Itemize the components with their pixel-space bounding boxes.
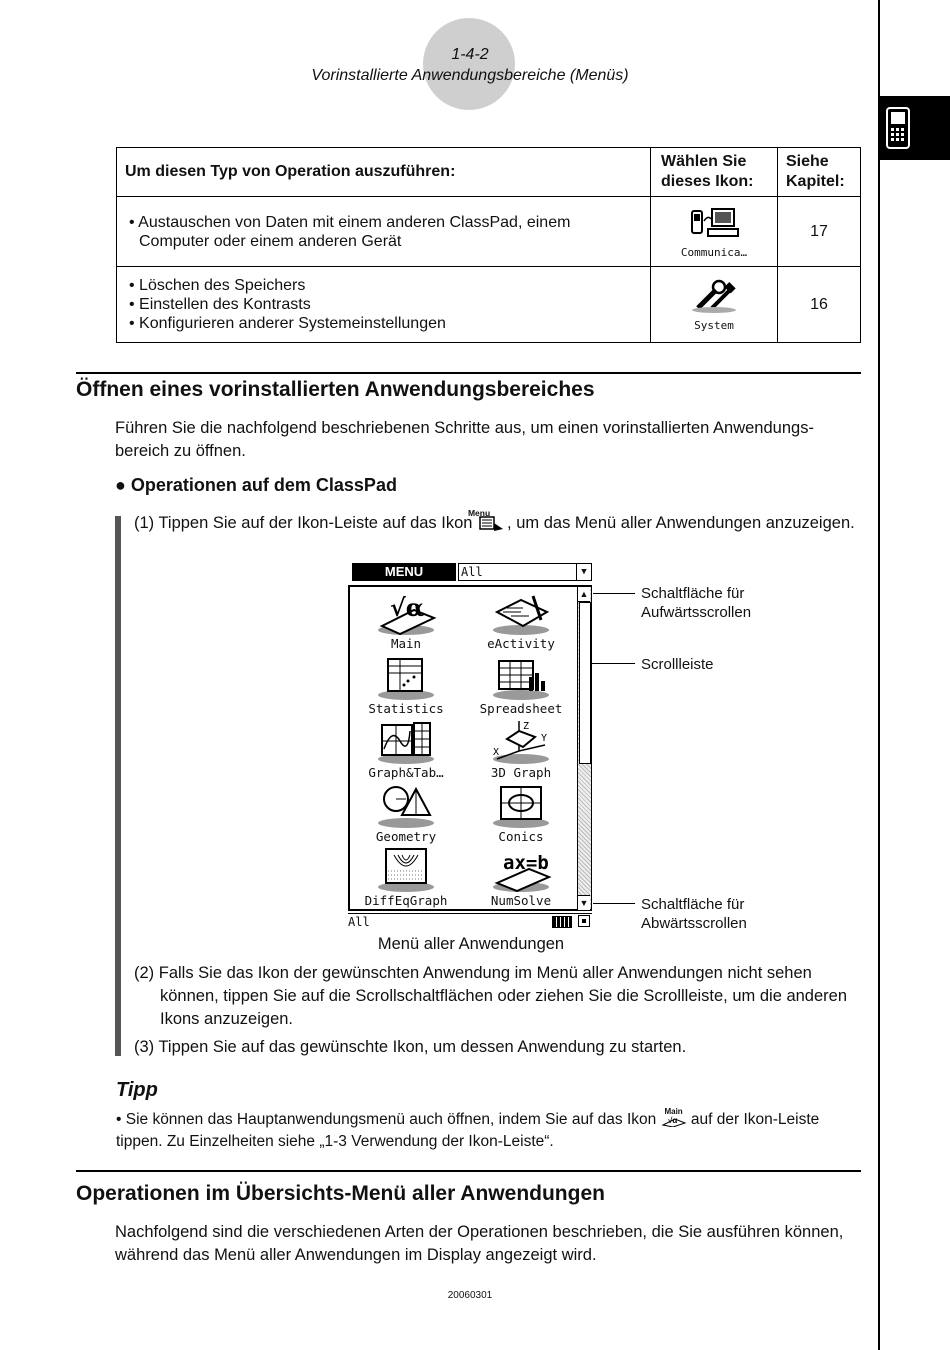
communication-icon: [684, 205, 744, 241]
list-item: • Austauschen von Daten mit einem anderen ClassPad, einem Computer oder einem anderen Gerät: [129, 213, 571, 250]
figure-caption: Menü aller Anwendungen: [377, 935, 565, 953]
dropdown-value: All: [461, 565, 483, 579]
svg-text:X: X: [493, 747, 500, 758]
step-3: [134, 1036, 861, 1059]
screen-toggle-icon[interactable]: [578, 915, 590, 927]
app-diffeqgraph[interactable]: [348, 847, 464, 908]
section-rule: [76, 372, 861, 374]
app-numsolve[interactable]: [463, 847, 579, 908]
step-1-text-a: (1) Tippen Sie auf der Ikon-Leiste auf das Ikon: [134, 514, 478, 532]
table-header-row: [117, 148, 861, 197]
section-heading: Öffnen eines vorinstallierten Anwendungsbereiches: [76, 378, 595, 401]
app-3d-graph[interactable]: [463, 719, 579, 780]
app-label: Graph&Tab…: [368, 765, 444, 780]
callout-line: [590, 663, 635, 664]
step-2: [134, 962, 861, 1031]
chevron-down-icon: ▼: [579, 898, 589, 908]
callout-scroll-down: Schaltfläche für Abwärtsscrollen: [641, 896, 747, 932]
app-label: Statistics: [368, 701, 444, 716]
main-icon: [661, 1109, 687, 1127]
tip-text-a: • Sie können das Hauptanwendungsmenü auch öffnen, indem Sie auf das Ikon: [116, 1111, 661, 1128]
menu-title-bar: MENU: [352, 563, 456, 581]
menu-icon: [467, 508, 507, 531]
table-row: [117, 197, 861, 267]
list-item: • Konfigurieren anderer Systemeinstellungen: [129, 315, 446, 332]
system-icon: [684, 278, 744, 314]
menu-icon-label: Menu: [467, 508, 491, 518]
category-dropdown[interactable]: [458, 563, 592, 581]
chapter-cell: 17: [778, 197, 861, 267]
column-header-chapter-label: Siehe Kapitel:: [786, 153, 845, 190]
app-label: Conics: [498, 829, 544, 844]
graph-table-app-icon: [374, 719, 438, 765]
svg-text:Z: Z: [523, 721, 530, 732]
operation-cell: [117, 267, 651, 343]
app-graph-table[interactable]: [348, 719, 464, 780]
app-eactivity[interactable]: [463, 590, 579, 651]
chevron-up-icon: ▲: [579, 589, 589, 599]
communication-icon-label: Communica…: [680, 245, 748, 259]
header-circle: [423, 18, 515, 110]
scroll-up-button[interactable]: [578, 587, 590, 602]
icon-cell: [651, 267, 778, 343]
step-bar: [115, 516, 121, 1056]
svg-text:Y: Y: [541, 733, 548, 744]
app-geometry[interactable]: [348, 783, 464, 844]
app-label: NumSolve: [490, 893, 552, 908]
callout-scroll-up: Schaltfläche für Aufwärtsscrollen: [641, 585, 752, 621]
step-3-text: (3) Tippen Sie auf das gewünschte Ikon, um dessen Anwendung zu starten.: [134, 1038, 687, 1056]
tip-heading: Tipp: [116, 1079, 158, 1101]
app-conics[interactable]: [463, 783, 579, 844]
app-main[interactable]: [348, 590, 464, 651]
battery-icon: [552, 916, 572, 928]
step-1-text-b: , um das Menü aller Anwendungen anzuzeigen.: [507, 514, 855, 532]
app-spreadsheet[interactable]: [463, 655, 579, 716]
list-item: • Löschen des Speichers: [129, 277, 306, 294]
diffeqgraph-app-icon: [374, 847, 438, 893]
list-item: • Einstellen des Kontrasts: [129, 296, 311, 313]
numsolve-app-icon: [489, 847, 553, 893]
app-label: DiffEqGraph: [364, 893, 448, 908]
operation-cell: [117, 197, 651, 267]
column-header-icon: [651, 148, 778, 197]
app-statistics[interactable]: [348, 655, 464, 716]
3d-graph-app-icon: [489, 719, 553, 765]
tip-text-b: auf der Ikon-Leiste tippen. Zu Einzelheiten siehe „1-3 Verwendung der Ikon-Leiste“.: [116, 1111, 820, 1150]
geometry-app-icon: [374, 783, 438, 829]
chapter-cell: 16: [778, 267, 861, 343]
svg-text:√α: √α: [390, 593, 425, 622]
column-header-icon-label: Wählen Sie dieses Ikon:: [661, 153, 754, 190]
subheading: ● Operationen auf dem ClassPad: [115, 475, 397, 495]
tip-text: [116, 1109, 862, 1153]
column-header-operation: Um diesen Typ von Operation auszuführen:: [117, 148, 651, 197]
system-icon-label: System: [694, 318, 734, 332]
chevron-down-icon[interactable]: ▼: [576, 564, 591, 580]
footer-code: 20060301: [447, 1290, 493, 1301]
statistics-app-icon: [374, 655, 438, 701]
scrollbar-thumb[interactable]: [579, 602, 591, 764]
callout-scrollbar: Scrollleiste: [641, 656, 714, 673]
main-app-icon: [374, 590, 438, 636]
icon-cell: [651, 197, 778, 267]
section-heading: Operationen im Übersichts-Menü aller Anwendungen: [76, 1182, 605, 1205]
chapter-tab: [880, 96, 950, 160]
column-header-chapter: [778, 148, 861, 197]
spreadsheet-app-icon: [489, 655, 553, 701]
section-paragraph: Nachfolgend sind die verschiedenen Arten der Operationen beschrieben, die Sie ausführen können, während das Menü aller Anwendungen im Display angezeigt wird.: [115, 1223, 844, 1264]
step-1: [134, 508, 861, 535]
table-row: [117, 267, 861, 343]
status-bar: [348, 913, 592, 930]
app-label: Geometry: [375, 829, 437, 844]
main-icon-label: Main: [664, 1107, 683, 1116]
svg-text:√α: √α: [667, 1116, 677, 1125]
status-label: All: [348, 915, 370, 929]
app-label: 3D Graph: [490, 765, 552, 780]
app-label: eActivity: [487, 636, 555, 651]
callout-line: [593, 593, 635, 594]
calculator-icon: [880, 96, 950, 160]
conics-app-icon: [489, 783, 553, 829]
app-label: Spreadsheet: [479, 701, 563, 716]
section-rule: [76, 1170, 861, 1172]
step-2-text: (2) Falls Sie das Ikon der gewünschten Anwendung im Menü aller Anwendungen nicht sehen können, tippen Sie auf die Scrollschaltflächen oder ziehen Sie die Scrollleiste, um die anderen Ikons anzuzeigen.: [134, 964, 848, 1028]
page-title: Vorinstallierte Anwendungsbereiche (Menüs): [311, 67, 629, 84]
right-margin-rule: [878, 0, 880, 1350]
svg-text:ax=b: ax=b: [503, 852, 549, 874]
operations-table: [116, 147, 861, 343]
eactivity-app-icon: [489, 590, 553, 636]
scroll-down-button[interactable]: [578, 895, 590, 910]
intro-paragraph: Führen Sie die nachfolgend beschriebenen Schritte aus, um einen vorinstallierten Anwendungs-bereich zu öffnen.: [115, 419, 814, 460]
app-label: Main: [390, 636, 422, 651]
callout-line: [593, 903, 635, 904]
page-number: 1-4-2: [451, 46, 489, 63]
subheading-label: Operationen auf dem ClassPad: [130, 475, 397, 495]
